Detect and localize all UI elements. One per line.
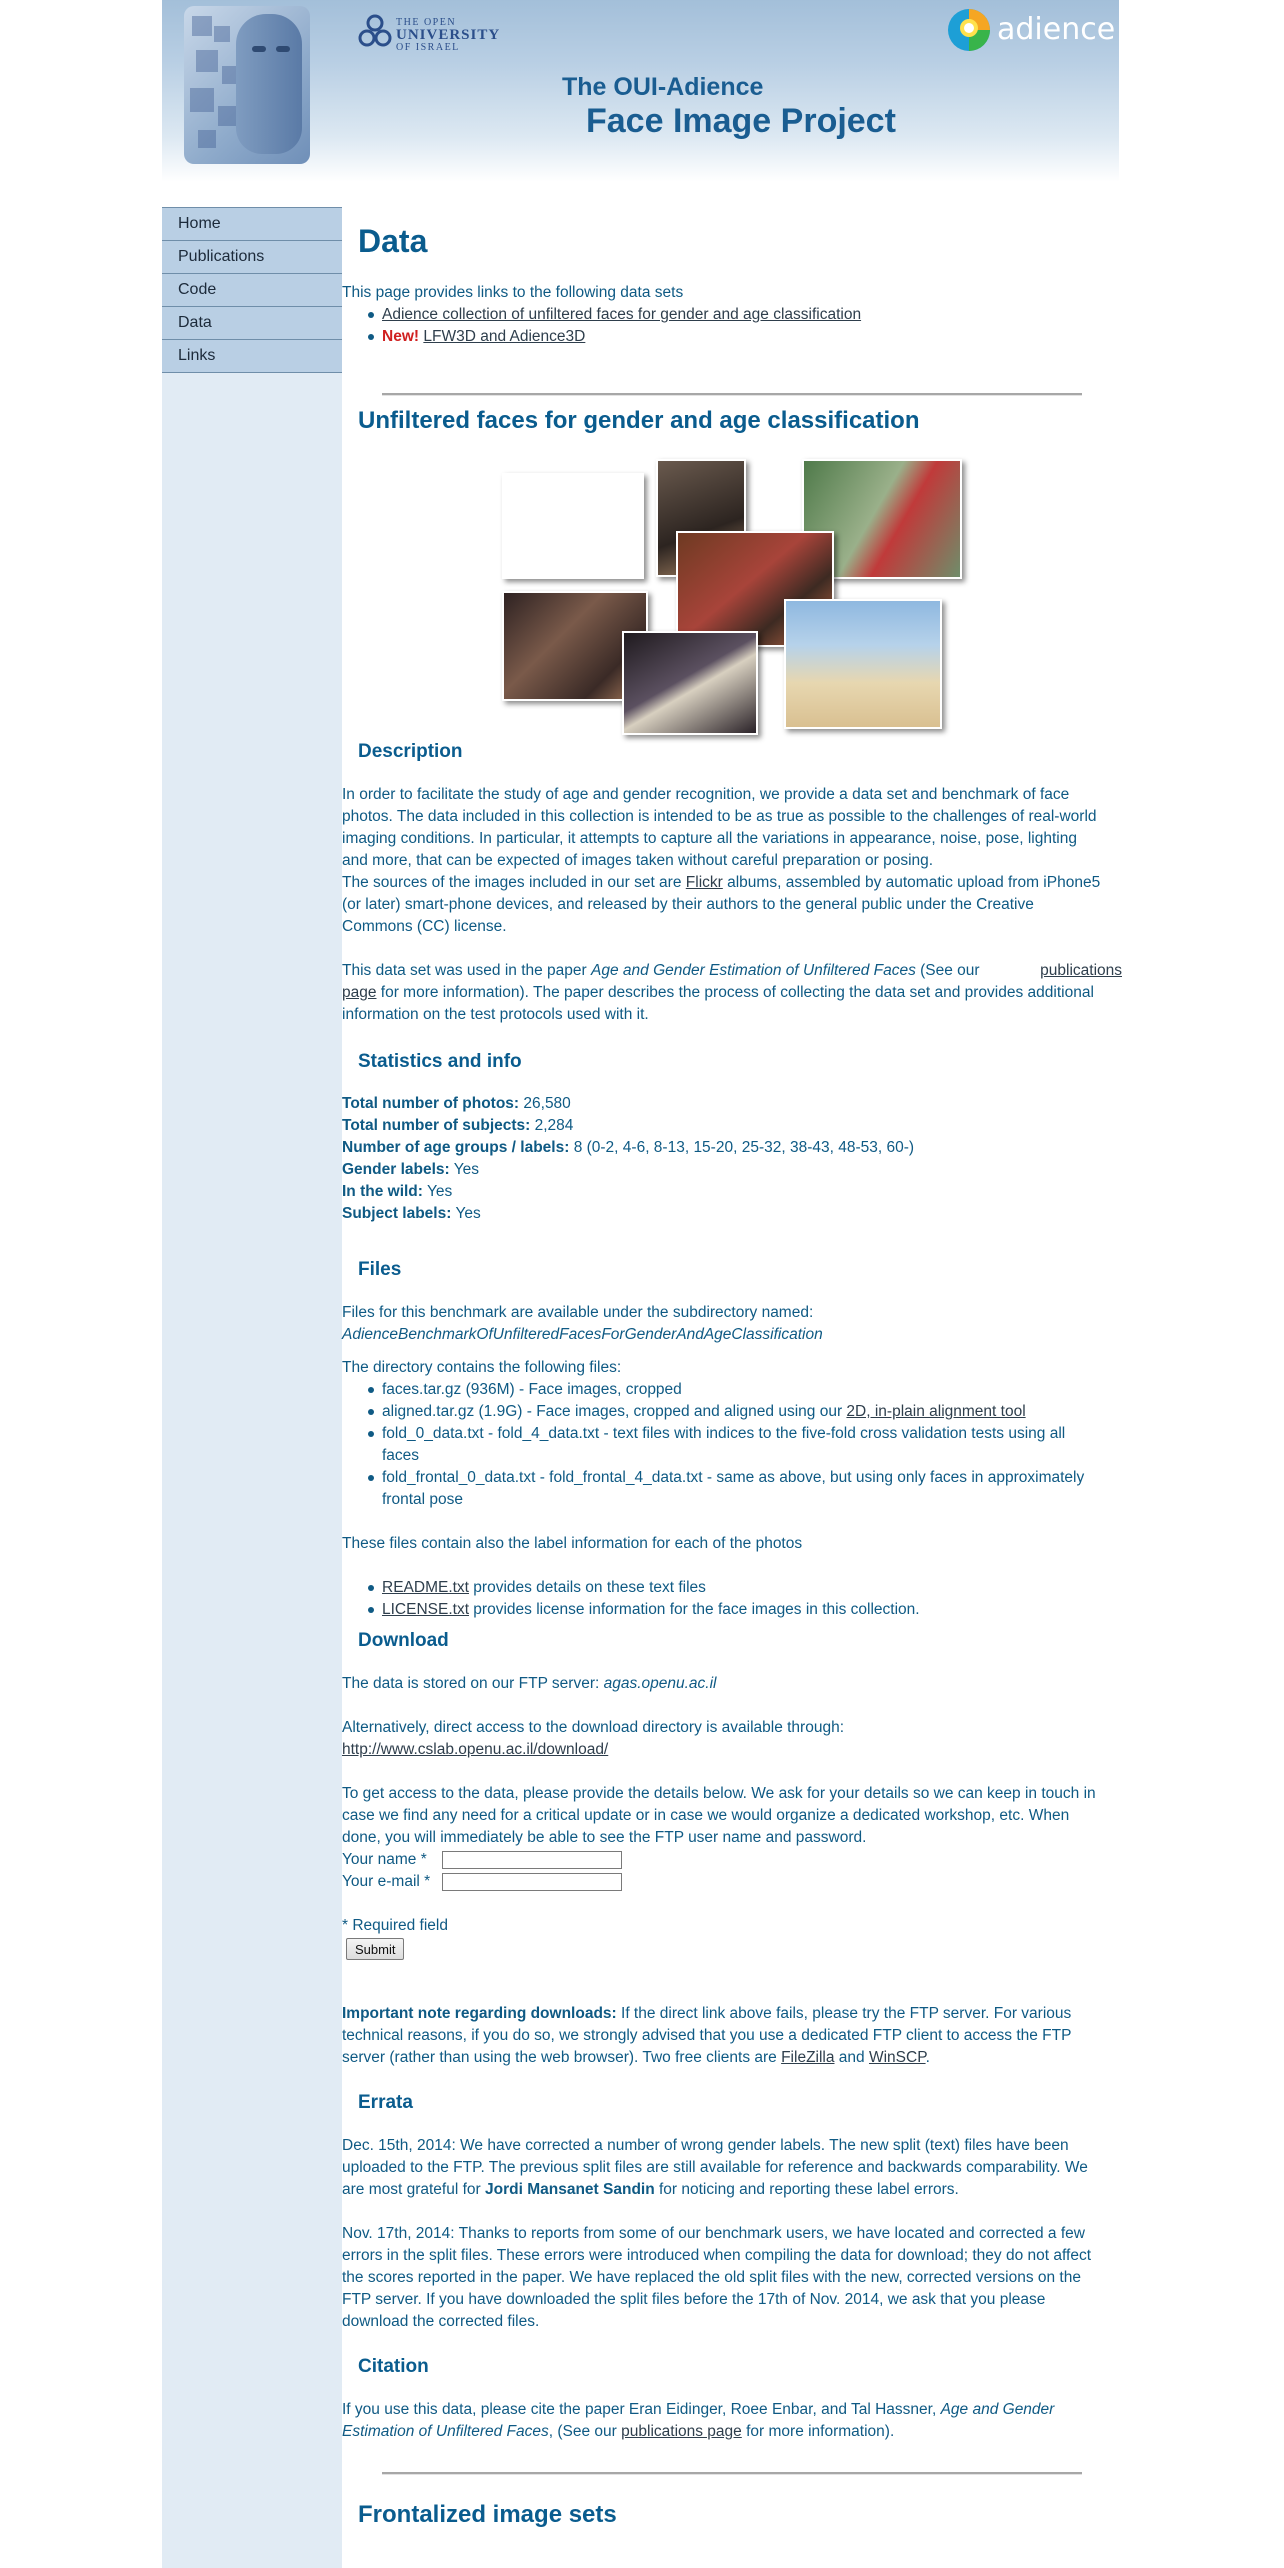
list-item: fold_frontal_0_data.txt - fold_frontal_4_data.txt - same as above, but using only faces in approximately frontal pose	[382, 1467, 1117, 1511]
nav-home[interactable]: Home	[162, 207, 342, 240]
oui-line3: OF ISRAEL	[396, 42, 460, 53]
nav-links[interactable]: Links	[162, 339, 342, 373]
ftp-server-text: The data is stored on our FTP server: agas.openu.ac.il	[342, 1675, 717, 1692]
nav-data[interactable]: Data	[162, 306, 342, 339]
nav-code[interactable]: Code	[162, 273, 342, 306]
publications-link[interactable]: publications	[1040, 962, 1122, 979]
nav-publications[interactable]: Publications	[162, 240, 342, 273]
readme-link[interactable]: README.txt	[382, 1579, 469, 1596]
contributor-name: Jordi Mansanet Sandin	[485, 2181, 655, 2198]
dataset-links	[382, 304, 1117, 348]
adience-circle-icon	[947, 8, 991, 52]
list-item: aligned.tar.gz (1.9G) - Face images, cropped and aligned using our 2D, in-plain alignment tool	[382, 1401, 1117, 1423]
adience-wordmark: adience	[997, 12, 1116, 47]
citation-heading: Citation	[358, 2356, 429, 2377]
download-note: Important note regarding downloads: If the direct link above fails, please try the FTP server. For various technical reasons, if you do so, we strongly advised that you use a dedicated FTP client to access the FTP server (rather than using the web browser). Two free clients are FileZilla and WinSCP.	[342, 2005, 1072, 2066]
intro-text: This page provides links to the following data sets	[342, 284, 684, 301]
sidebar	[162, 207, 342, 2568]
alignment-tool-link[interactable]: 2D, in-plain alignment tool	[846, 1403, 1026, 1420]
files-intro: Files for this benchmark are available under the subdirectory named: AdienceBenchmarkOfUnfilteredFacesForGenderAndAgeClassification	[342, 1304, 823, 1343]
download-directory-link[interactable]: http://www.cslab.openu.ac.il/download/	[342, 1741, 609, 1758]
site-header	[162, 0, 1119, 182]
sample-photo	[784, 599, 942, 729]
flickr-link[interactable]: Flickr	[685, 874, 723, 891]
email-input[interactable]	[442, 1873, 622, 1891]
paper-paragraph: This data set was used in the paper Age and Gender Estimation of Unfiltered Faces (See our publications page for more information). The paper describes the process of collecting the data set and provides additional information on the test protocols used with it.	[342, 962, 1122, 1023]
list-item: LICENSE.txt provides license information for the face images in this collection.	[382, 1599, 1117, 1621]
section-title-frontalized: Frontalized image sets	[358, 2501, 617, 2528]
sample-photo	[502, 473, 644, 579]
errata-nov-2014: Nov. 17th, 2014: Thanks to reports from some of our benchmark users, we have located and corrected a few errors in the split files. These errors were introduced when compiling the data for download; they do not affect the scores reported in the paper. We have replaced the old split files with the new, corrected versions on the FTP server. If you have downloaded the split files before the 17th of Nov. 2014, we ask that you please download the corrected files.	[342, 2225, 1092, 2330]
files-list	[382, 1379, 1117, 1511]
download-heading: Download	[358, 1630, 449, 1651]
email-label: Your e-mail *	[342, 1873, 431, 1890]
page-title: Data	[358, 223, 428, 259]
adience-collection-link[interactable]: Adience collection of unfiltered faces for gender and age classification	[382, 306, 862, 323]
face-mosaic-logo	[184, 6, 310, 164]
oui-knot-icon	[358, 14, 392, 50]
access-text: To get access to the data, please provide the details below. We ask for your details so we can keep in touch in case we find any need for a critical update or in case we would organize a dedicated workshop, etc. When done, you will immediately be able to see the FTP user name and password.	[342, 1785, 1096, 1846]
lfw3d-link[interactable]: LFW3D and Adience3D	[423, 328, 586, 345]
labels-note: These files contain also the label information for each of the photos	[342, 1535, 803, 1552]
license-link[interactable]: LICENSE.txt	[382, 1601, 469, 1618]
errata-heading: Errata	[358, 2092, 413, 2113]
publications-page-link[interactable]: page	[342, 984, 377, 1001]
oui-line1: THE OPEN	[396, 17, 457, 28]
files-contains: The directory contains the following files:	[342, 1359, 622, 1376]
errata-dec-2014: Dec. 15th, 2014: We have corrected a number of wrong gender labels. The new split (text) files have been uploaded to the FTP. The previous split files are still available for reference and backwards comparability. We are most grateful for Jordi Mansanet Sandin for noticing and reporting these label errors.	[342, 2137, 1088, 2198]
sample-photo-collage	[502, 459, 962, 739]
project-title: Face Image Project	[586, 102, 896, 140]
filezilla-link[interactable]: FileZilla	[781, 2049, 835, 2066]
list-item: README.txt provides details on these text files	[382, 1577, 1117, 1599]
list-item: faces.tar.gz (936M) - Face images, cropped	[382, 1379, 1117, 1401]
winscp-link[interactable]: WinSCP	[868, 2049, 926, 2066]
citation-text: If you use this data, please cite the paper Eran Eidinger, Roee Enbar, and Tal Hassner, Age and Gender Estimation of Unfiltered Faces, (See our publications page for more information).	[342, 2401, 1055, 2440]
files-heading: Files	[358, 1259, 402, 1280]
citation-publications-link[interactable]: publications page	[621, 2423, 742, 2440]
benchmark-dirname: AdienceBenchmarkOfUnfilteredFacesForGenderAndAgeClassification	[342, 1326, 823, 1343]
statistics-list: Total number of photos: 26,580 Total number of subjects: 2,284 Number of age groups / labels: 8 (0-2, 4-6, 8-13, 15-20, 25-32, 38-43, 48-53, 60-) Gender labels: Yes In the wild: Yes Subject labels: Yes	[342, 1095, 915, 1222]
name-label: Your name *	[342, 1851, 427, 1868]
list-item	[382, 326, 1117, 348]
description-paragraph: In order to facilitate the study of age and gender recognition, we provide a data set and benchmark of face photos. The data included in this collection is intended to be as true as possible to the challenges of real-world imaging conditions. In particular, it attempts to capture all the variations in appearance, noise, pose, lighting and more, that can be expected of images taken without careful preparation or posing. The sources of the images included in our set are Flickr albums, assembled by automatic upload from iPhone5 (or later) smart-phone devices, and released by their authors to the general public under the Creative Commons (CC) license.	[342, 786, 1101, 935]
name-input[interactable]	[442, 1851, 622, 1869]
doc-files-list	[382, 1577, 1117, 1621]
list-item	[382, 304, 1117, 326]
section-divider	[382, 2472, 1082, 2475]
sample-photo	[622, 631, 758, 735]
project-subtitle: The OUI-Adience	[562, 73, 764, 101]
section-title-unfiltered: Unfiltered faces for gender and age classification	[358, 407, 920, 434]
direct-access-text: Alternatively, direct access to the download directory is available through: http://www.cslab.openu.ac.il/download/	[342, 1719, 845, 1758]
list-item: fold_0_data.txt - fold_4_data.txt - text files with indices to the five-fold cross validation tests using all faces	[382, 1423, 1117, 1467]
section-divider	[382, 393, 1082, 396]
ftp-host: agas.openu.ac.il	[603, 1675, 717, 1692]
page-wrapper	[162, 0, 1122, 2568]
submit-button[interactable]: Submit	[346, 1938, 404, 1960]
paper-title: Age and Gender Estimation of Unfiltered Faces	[591, 962, 916, 979]
new-badge: New!	[382, 328, 420, 345]
description-heading: Description	[358, 741, 463, 762]
required-field-note: * Required field	[342, 1917, 448, 1934]
oui-line2: UNIVERSITY	[396, 27, 501, 43]
statistics-heading: Statistics and info	[358, 1051, 522, 1072]
